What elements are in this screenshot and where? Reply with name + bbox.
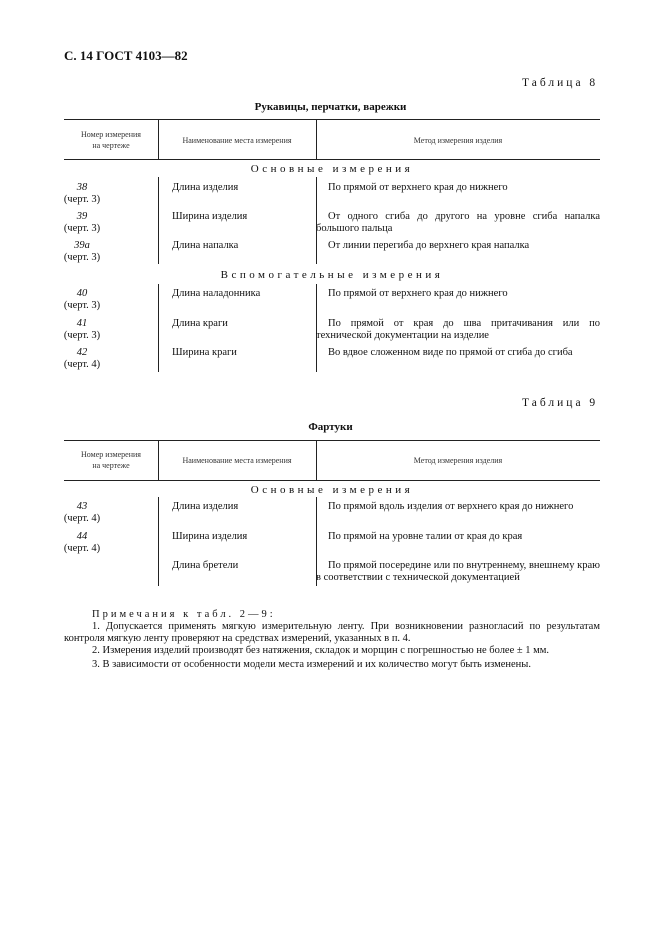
measurement-number: 39а [74, 240, 90, 251]
measurement-number: 40 [76, 288, 88, 299]
method-text: По прямой от верхнего края до нижнего [328, 288, 508, 299]
note-item: 2. Измерения изделий производят без натяжения, складок и морщин с погрешностью не более ± 1 мм. [92, 645, 550, 656]
measurement-method [316, 531, 600, 543]
measurement-method [316, 182, 600, 194]
page-header: С. 14 ГОСТ 4103—82 [64, 48, 188, 63]
method-text: По прямой вдоль изделия от верхнего края до нижнего [328, 501, 574, 512]
column-header-method: Метод измерения изделия [413, 456, 503, 465]
table-row [47, 347, 117, 371]
column-divider [158, 284, 159, 372]
column-header-number [64, 449, 158, 471]
table-8-header-rule [64, 159, 600, 160]
section-heading-aux: Вспомогательные измерения [220, 269, 444, 281]
section-heading-main: Основные измерения [250, 484, 414, 496]
measurement-number: 39 [76, 211, 88, 222]
table-8-title: Рукавицы, перчатки, варежки [254, 101, 407, 113]
measurement-name: Ширина изделия [172, 531, 248, 542]
table-row [47, 288, 117, 312]
measurement-name: Длина бретели [172, 560, 239, 571]
method-text: По прямой от края до шва притачивания или по технической документации на изделие [316, 318, 600, 341]
measurement-name: Длина краги [172, 318, 228, 329]
measurement-method [316, 501, 600, 513]
column-header-name: Наименование места измерения [182, 456, 292, 465]
measurement-method [316, 318, 600, 342]
table-8-top-rule [64, 119, 600, 120]
method-text: Во вдвое сложенном виде по прямой от сгиба до сгиба [328, 347, 573, 358]
drawing-ref: (черт. 3) [63, 252, 101, 263]
drawing-ref: (черт. 4) [63, 543, 101, 554]
table-row [47, 240, 117, 264]
measurement-number: 43 [76, 501, 88, 512]
column-header-number-line1: Номер измерения [81, 130, 141, 139]
drawing-ref: (черт. 3) [63, 223, 101, 234]
column-header-number-line1: Номер измерения [81, 450, 141, 459]
table-9-title: Фартуки [308, 421, 353, 433]
drawing-ref: (черт. 3) [63, 330, 101, 341]
method-text: По прямой от верхнего края до нижнего [328, 182, 508, 193]
measurement-method [316, 240, 600, 252]
note-item: 1. Допускается применять мягкую измерительную ленту. При возникновении разногласий по результатам контроля мягкую ленту проверяют на средствах измерений, указанных в п. 4. [64, 621, 600, 644]
measurement-number: 38 [76, 182, 88, 193]
measurement-number: 44 [76, 531, 88, 542]
measurement-number: 42 [76, 347, 88, 358]
table-row [47, 182, 117, 206]
drawing-ref: (черт. 4) [63, 513, 101, 524]
drawing-ref: (черт. 3) [63, 194, 101, 205]
column-divider [158, 497, 159, 586]
method-text: От одного сгиба до другого на уровне сгиба напалка большого пальца [316, 211, 600, 234]
notes-heading: Примечания к табл. 2—9: [92, 609, 276, 620]
measurement-name: Длина изделия [172, 501, 239, 512]
table-9-top-rule [64, 440, 600, 441]
column-header-method: Метод измерения изделия [413, 136, 503, 145]
measurement-method [316, 288, 600, 300]
measurement-name: Ширина краги [172, 347, 237, 358]
table-9-label: Таблица 9 [522, 397, 599, 409]
measurement-name: Ширина изделия [172, 211, 248, 222]
method-text: По прямой посередине или по внутреннему, внешнему краю в соответствии с технической документацией [316, 560, 600, 583]
method-text: От линии перегиба до верхнего края напалка [328, 240, 530, 251]
table-row [47, 318, 117, 342]
measurement-name: Длина наладонника [172, 288, 261, 299]
measurement-method [316, 211, 600, 235]
column-header-name: Наименование места измерения [182, 136, 292, 145]
column-header-number [64, 129, 158, 151]
table-row [47, 211, 117, 235]
table-9-header-rule [64, 480, 600, 481]
table-8-label: Таблица 8 [522, 77, 599, 89]
measurement-name: Длина напалка [172, 240, 239, 251]
measurement-method [316, 560, 600, 584]
table-row [47, 501, 117, 525]
section-heading-main: Основные измерения [250, 163, 414, 175]
measurement-number: 41 [76, 318, 88, 329]
measurement-method [316, 347, 600, 359]
column-header-number-line2: на чертеже [92, 141, 130, 150]
measurement-name: Длина изделия [172, 182, 239, 193]
note-item: 3. В зависимости от особенности модели места измерений и их количество могут быть изменены. [92, 659, 531, 670]
table-row [47, 531, 117, 555]
column-divider [158, 177, 159, 264]
method-text: По прямой на уровне талии от края до края [328, 531, 523, 542]
drawing-ref: (черт. 3) [63, 300, 101, 311]
drawing-ref: (черт. 4) [63, 359, 101, 370]
column-header-number-line2: на чертеже [92, 461, 130, 470]
